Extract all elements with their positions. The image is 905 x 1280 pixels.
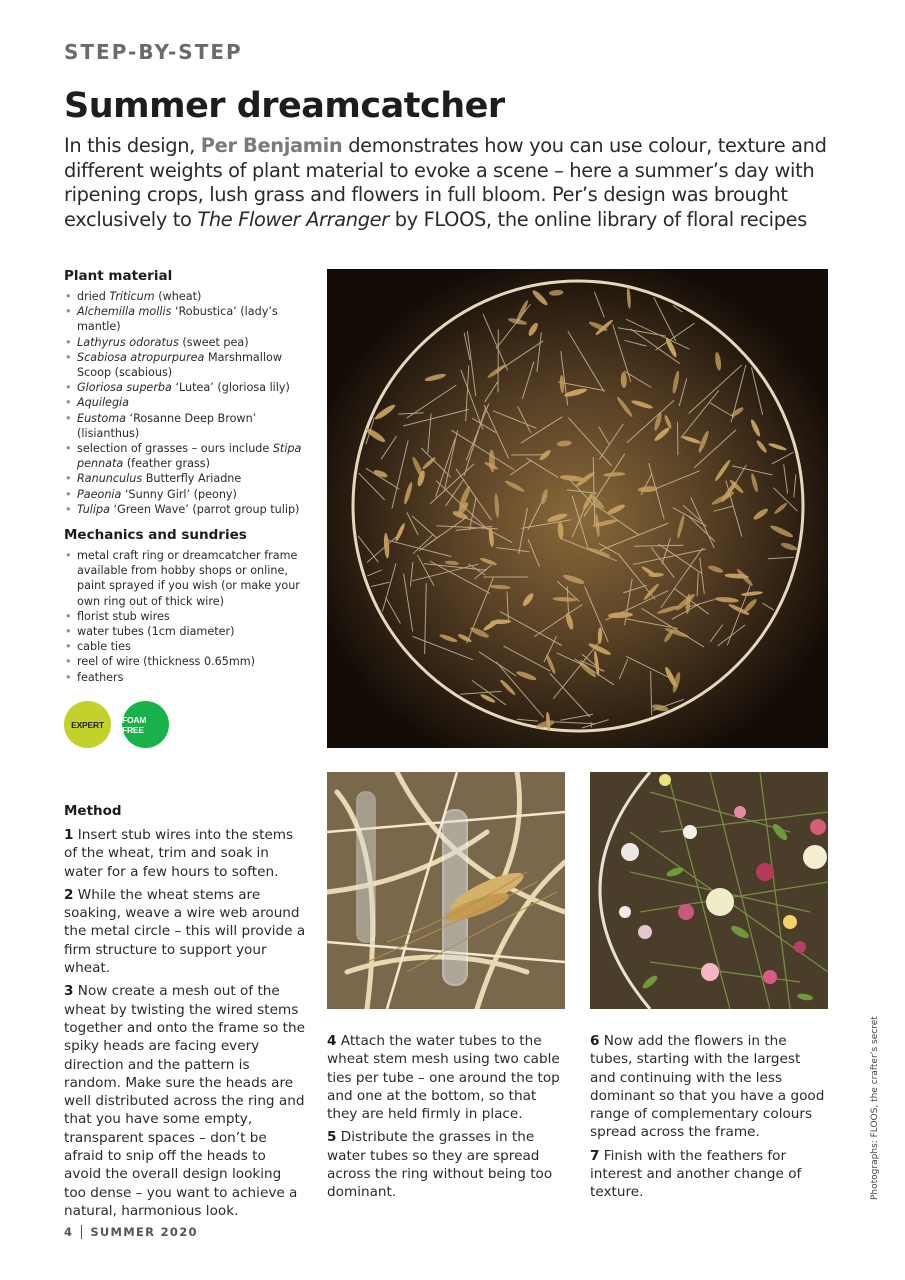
author-name: Per Benjamin	[200, 134, 343, 157]
footer-divider	[81, 1225, 82, 1239]
mechanics-item: • florist stub wires	[64, 609, 309, 624]
mechanics-item: • feathers	[64, 670, 309, 685]
foam-free-badge: FOAM FREE	[122, 701, 169, 748]
intro-paragraph: In this design, Per Benjamin demonstrates how you can use colour, texture and different weights of plant material to evoke a scene – here a summer’s day with ripening crops, lush grass and flowers in full bloom. Per’s design was brought exclusively to The Flower Arranger by FLOOS, the online library of floral recipes	[64, 134, 827, 231]
method-step-4: 4 Attach the water tubes to the wheat stem mesh using two cable ties per tube – one around the top and one at the bottom, so that they are held firmly in place.	[327, 1033, 560, 1123]
mechanics-item: • reel of wire (thickness 0.65mm)	[64, 654, 309, 669]
plant-material-item: • Gloriosa superba ‘Lutea’ (gloriosa lily)	[64, 380, 309, 395]
materials-column	[64, 268, 309, 695]
method-steps-column-1	[64, 826, 306, 1225]
plant-material-item: • Aquilegia	[64, 395, 309, 410]
publication-name: The Flower Arranger	[197, 207, 389, 231]
photo-credit: Photographs: FLOOS, the crafter’s secret	[870, 1016, 880, 1200]
method-step-1: 1 Insert stub wires into the stems of the wheat, trim and soak in water for a few hours to soften.	[64, 827, 294, 880]
method-step-6: 6 Now add the flowers in the tubes, starting with the largest and continuing with the less dominant so that you have a good range of complementary colours spread across the frame.	[590, 1033, 825, 1141]
mechanics-item: • cable ties	[64, 639, 309, 654]
mechanics-heading: Mechanics and sundries	[64, 527, 247, 544]
method-step-5: 5 Distribute the grasses in the water tubes so they are spread across the ring without being too dominant.	[327, 1129, 553, 1201]
plant-material-item: • Tulipa ‘Green Wave’ (parrot group tulip)	[64, 502, 309, 517]
method-steps-column-2	[327, 1032, 567, 1207]
mechanics-list	[64, 548, 309, 685]
dreamcatcher-illustration	[327, 269, 828, 748]
page-number: 4	[64, 1225, 74, 1239]
plant-material-item: • Eustoma ‘Rosanne Deep Brown’ (lisianthus)	[64, 411, 309, 441]
step4-photo-water-tubes	[327, 772, 565, 1009]
plant-material-item: • Scabiosa atropurpurea Marshmallow Scoop (scabious)	[64, 350, 309, 380]
method-steps-column-3	[590, 1032, 830, 1207]
plant-material-item: • Alchemilla mollis ‘Robustica’ (lady’s mantle)	[64, 304, 309, 334]
page-title: Summer dreamcatcher	[64, 86, 505, 126]
issue-label: SUMMER 2020	[90, 1225, 198, 1239]
method-step-2: 2 While the wheat stems are soaking, weave a wire web around the metal circle – this will provide a firm structure to support your wheat.	[64, 886, 306, 977]
plant-material-item: • Ranunculus Butterfly Ariadne	[64, 471, 309, 486]
plant-material-item: • Paeonia ‘Sunny Girl’ (peony)	[64, 487, 309, 502]
expert-badge: EXPERT	[64, 701, 111, 748]
plant-material-heading: Plant material	[64, 268, 173, 284]
step6-photo-flowers	[590, 772, 828, 1009]
method-step-7: 7 Finish with the feathers for interest and another change of texture.	[590, 1147, 802, 1201]
mechanics-item: • metal craft ring or dreamcatcher frame available from hobby shops or online, paint sprayed if you wish (or make your own ring out of thick wire)	[64, 548, 309, 609]
section-label: STEP-BY-STEP	[64, 40, 243, 64]
mechanics-item: • water tubes (1cm diameter)	[64, 624, 309, 639]
main-photo-dreamcatcher	[327, 269, 828, 748]
page-footer	[64, 1225, 198, 1239]
method-heading: Method	[64, 803, 122, 819]
plant-material-list	[64, 289, 309, 517]
plant-material-item: • dried Triticum (wheat)	[64, 289, 309, 304]
plant-material-item: • Lathyrus odoratus (sweet pea)	[64, 335, 309, 350]
plant-material-item: • selection of grasses – ours include Stipa pennata (feather grass)	[64, 441, 309, 471]
method-step-3: 3 Now create a mesh out of the wheat by twisting the wired stems together and onto the frame so the spiky heads are facing every direction and the pattern is random. Make sure the heads are well distributed across the ring and that you have some empty, transparent spaces – don’t be afraid to snip off the heads to avoid the overall design looking too dense – you want to achieve a natural, harmonious look.	[64, 983, 305, 1219]
